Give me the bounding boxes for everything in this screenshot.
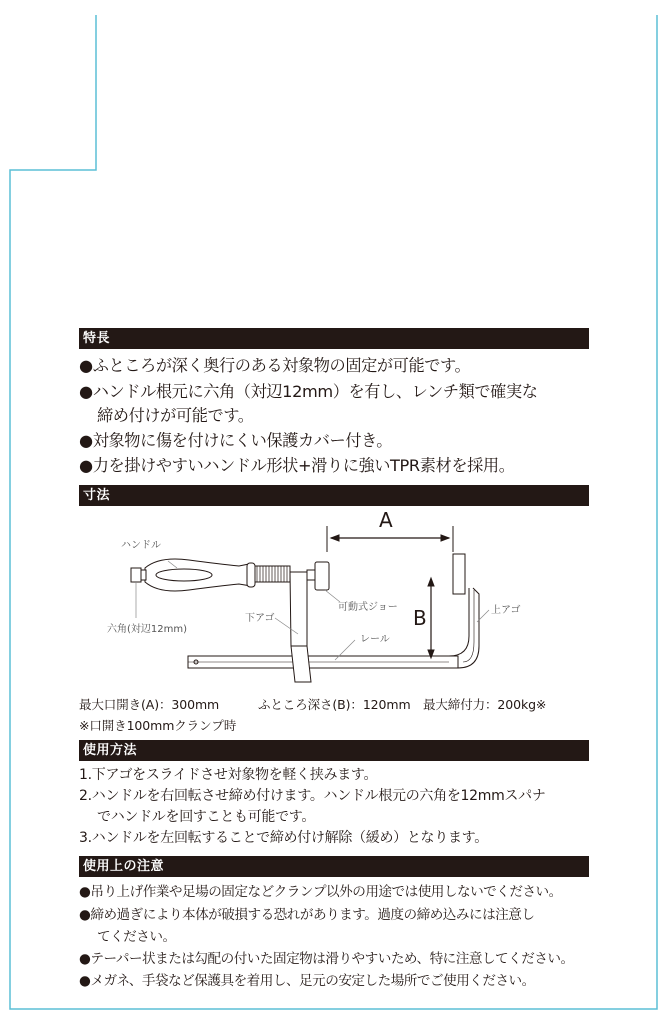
usage-heading: 使用方法 [79, 740, 589, 761]
usage-step: 2.ハンドルを右回転させ締め付けます。ハンドル根元の六角を12mmスパナ [79, 788, 546, 804]
usage-step: 3.ハンドルを左回転することで締め付け解除（緩め）となります。 [79, 830, 488, 846]
dimension-b-label: B [413, 606, 427, 630]
cautions-heading: 使用上の注意 [79, 856, 589, 877]
feature-item: ●力を掛けやすいハンドル形状+滑りに強いTPR素材を採用。 [79, 456, 515, 475]
usage-step-continued: でハンドルを回すことも可能です。 [97, 809, 316, 825]
upper-jaw-label: 上アゴ [491, 605, 521, 616]
lower-jaw-label: 下アゴ [245, 613, 275, 624]
rail-label: レール [360, 634, 390, 645]
feature-item: ●対象物に傷を付けにくい保護カバー付き。 [79, 431, 393, 450]
movable-jaw-label: 可動式ジョー [338, 602, 398, 613]
caution-item: ●吊り上げ作業や足場の固定などクランプ以外の用途では使用しないでください。 [79, 884, 562, 900]
dimension-a-label: A [379, 508, 393, 532]
caution-item-continued: てください。 [97, 929, 176, 945]
features-heading: 特長 [79, 328, 589, 349]
feature-item: ●ふところが深く奥行のある対象物の固定が可能です。 [79, 356, 471, 375]
feature-item-continued: 締め付けが可能です。 [97, 406, 254, 425]
spec-throat-depth: ふところ深さ(B)：120mm [258, 697, 411, 712]
spec-max-force: 最大締付力：200kg※ [423, 697, 547, 712]
spec-max-opening: 最大口開き(A)：300mm [79, 697, 220, 712]
handle-label: ハンドル [121, 540, 161, 551]
feature-item: ●ハンドル根元に六角（対辺12mm）を有し、レンチ類で確実な [79, 382, 538, 401]
dimensions-heading: 寸法 [79, 485, 589, 506]
caution-item: ●締め過ぎにより本体が破損する恐れがあります。過度の締め込みには注意し [79, 907, 535, 923]
clamp-diagram [79, 510, 589, 690]
hex-label: 六角(対辺12mm) [107, 624, 188, 635]
spec-note: ※口開き100mmクランプ時 [79, 718, 237, 733]
caution-item: ●テーパー状または勾配の付いた固定物は滑りやすいため、特に注意してください。 [79, 951, 574, 967]
caution-item: ●メガネ、手袋など保護具を着用し、足元の安定した場所でご使用ください。 [79, 973, 535, 989]
usage-step: 1.下アゴをスライドさせ対象物を軽く挟みます。 [79, 767, 378, 783]
